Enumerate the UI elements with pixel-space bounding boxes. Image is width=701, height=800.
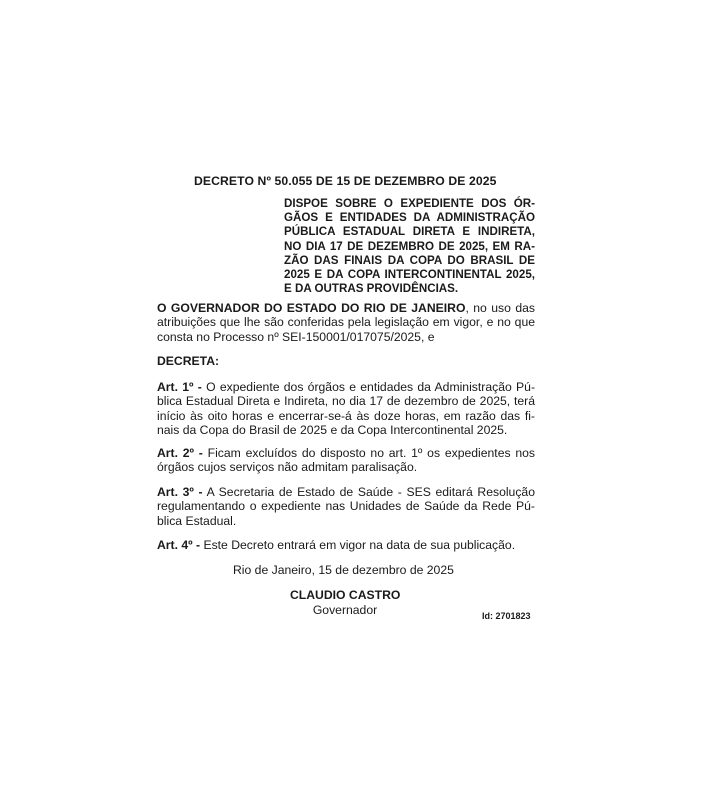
article-label: Art. 3º -	[157, 485, 203, 499]
article-label: Art. 1º -	[157, 380, 202, 394]
summary-line: GÃOS E ENTIDADES DA ADMINISTRAÇÃO	[284, 211, 535, 225]
summary-line: ZÃO DAS FINAIS DA COPA DO BRASIL DE	[284, 253, 535, 267]
article-line: blica Estadual Direta e Indireta, no dia 17 de dezembro de 2025, terá	[157, 394, 535, 409]
decree-title: DECRETO Nº 50.055 DE 15 DE DEZEMBRO DE 2025	[194, 174, 497, 188]
article-line: início às oito horas e encerrar-se-á às doze horas, em razão das fi-	[157, 408, 535, 423]
article-text: A Secretaria de Estado de Saúde - SES editará Resolução	[206, 485, 535, 499]
decree-summary	[284, 197, 535, 296]
article-line: blica Estadual.	[157, 513, 237, 528]
article-label: Art. 2º -	[157, 446, 203, 460]
summary-line: 2025 E DA COPA INTERCONTINENTAL 2025,	[284, 268, 535, 282]
article-line: órgãos cujos serviços não admitam paralisação.	[157, 460, 418, 475]
article-line: regulamentando o expediente nas Unidades de Saúde da Rede Pú-	[157, 499, 535, 514]
article-3	[157, 485, 535, 528]
preamble-line: consta no Processo nº SEI-150001/017075/2025, e	[157, 329, 435, 344]
article-line: nais da Copa do Brasil de 2025 e da Copa Intercontinental 2025.	[157, 423, 508, 438]
decreta-heading	[157, 354, 535, 368]
governor-heading: O GOVERNADOR DO ESTADO DO RIO DE JANEIRO	[157, 301, 466, 315]
article-line	[157, 446, 535, 460]
preamble-line: atribuições que lhe são conferidas pela legislação em vigor, e no que	[157, 315, 535, 330]
article-line	[157, 538, 535, 552]
preamble-text: , no uso das	[465, 301, 535, 315]
summary-line: E DA OUTRAS PROVIDÊNCIAS.	[284, 282, 459, 296]
summary-line: DISPOE SOBRE O EXPEDIENTE DOS ÓR-	[284, 197, 535, 210]
decreta-label: DECRETA:	[157, 354, 220, 368]
article-text: Este Decreto entrará em vigor na data de sua publicação.	[203, 538, 516, 552]
article-text: O expediente dos órgãos e entidades da Administração Pú-	[206, 380, 535, 394]
preamble-line	[157, 301, 535, 315]
article-2	[157, 446, 535, 475]
signer-name: CLAUDIO CASTRO	[290, 588, 401, 602]
signer-role: Governador	[312, 603, 378, 617]
summary-line: PÚBLICA ESTADUAL DIRETA E INDIRETA,	[284, 225, 535, 239]
article-4	[157, 538, 535, 552]
article-label: Art. 4º -	[157, 538, 201, 552]
summary-line: NO DIA 17 DE DEZEMBRO DE 2025, EM RA-	[284, 239, 535, 253]
article-text: Ficam excluídos do disposto no art. 1º os expedientes nos	[207, 446, 535, 460]
article-1	[157, 380, 535, 438]
article-line	[157, 380, 535, 394]
document-id: Id: 2701823	[482, 611, 531, 621]
article-line	[157, 485, 535, 499]
preamble	[157, 301, 535, 344]
place-date: Rio de Janeiro, 15 de dezembro de 2025	[233, 563, 454, 577]
